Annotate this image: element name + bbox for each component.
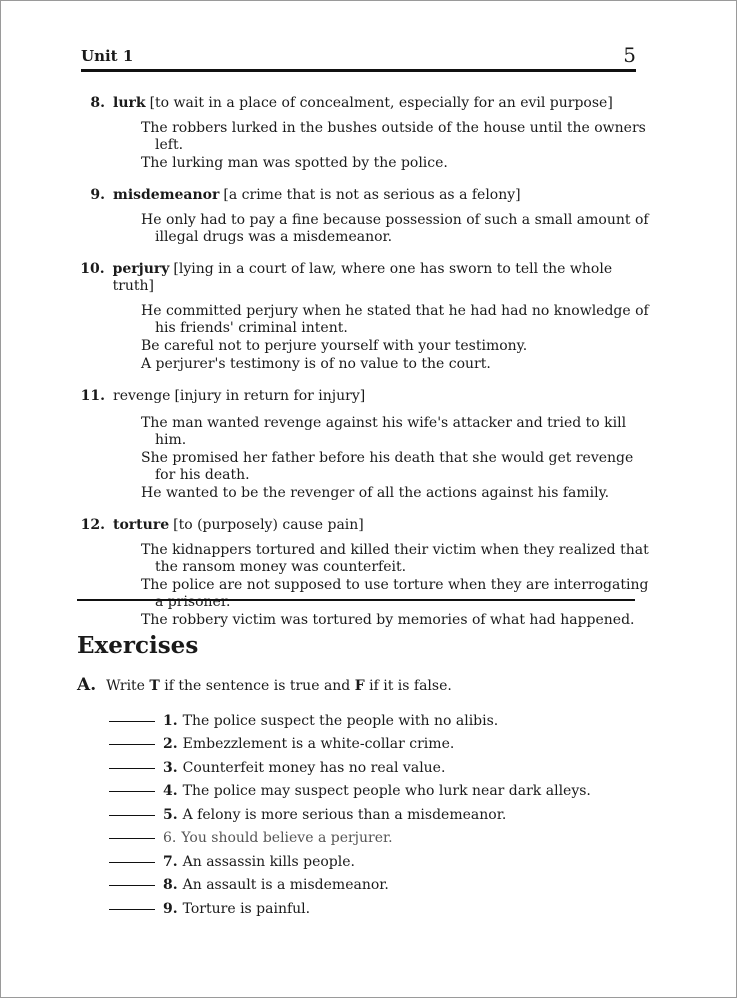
- exercise-instruction: [77, 675, 452, 695]
- question-number: 3.: [163, 759, 178, 776]
- question-text: Torture is painful.: [182, 900, 311, 917]
- entry-number: 8.: [90, 95, 105, 111]
- question-number: 4.: [163, 783, 178, 800]
- question-number: 7.: [163, 853, 178, 870]
- question-text: An assassin kills people.: [182, 853, 355, 870]
- question-item: [109, 780, 591, 804]
- instruction-text: if the sentence is true and: [159, 678, 355, 694]
- entry-word: misdemeanor: [113, 187, 220, 203]
- page-header: [81, 45, 636, 72]
- answer-blank[interactable]: [109, 861, 155, 863]
- question-number: 5.: [163, 806, 178, 823]
- example-sentence: Be careful not to perjure yourself with your testimony.: [141, 338, 528, 354]
- question-item: [109, 756, 591, 780]
- entry-word: revenge: [113, 388, 171, 404]
- vocab-entry: [79, 187, 649, 246]
- example-sentence: A perjurer's testimony is of no value to the court.: [141, 356, 491, 372]
- answer-blank[interactable]: [109, 837, 155, 839]
- question-text: An assault is a misdemeanor.: [182, 877, 389, 894]
- entry-definition: [to wait in a place of concealment, especially for an evil purpose]: [149, 95, 613, 111]
- answer-blank[interactable]: [109, 814, 155, 816]
- answer-blank[interactable]: [109, 790, 155, 792]
- vocab-entry: [79, 388, 649, 502]
- entry-definition: [to (purposely) cause pain]: [173, 517, 364, 533]
- question-item: [109, 733, 591, 757]
- section-divider: [77, 599, 635, 601]
- vocabulary-list: [79, 95, 649, 644]
- question-item: [109, 709, 591, 733]
- question-list: [109, 709, 591, 921]
- question-text: A felony is more serious than a misdemeanor.: [182, 806, 507, 823]
- entry-word: torture: [113, 517, 170, 533]
- instruction-text: Write: [106, 678, 150, 694]
- entry-number: 12.: [80, 517, 105, 533]
- example-sentence: She promised her father before his death that she would get revenge for his death.: [141, 450, 634, 483]
- entry-number: 9.: [90, 187, 105, 203]
- question-number: 6.: [163, 830, 177, 847]
- example-sentence: He wanted to be the revenger of all the actions against his family.: [141, 485, 610, 501]
- question-text: The police suspect the people with no alibis.: [182, 712, 499, 729]
- entry-definition: [lying in a court of law, where one has sworn to tell the whole truth]: [112, 261, 613, 294]
- example-sentence: The kidnappers tortured and killed their victim when they realized that the ransom money was counterfeit.: [141, 542, 649, 575]
- question-item: [109, 874, 591, 898]
- entry-definition: [injury in return for injury]: [174, 388, 366, 404]
- question-text: You should believe a perjurer.: [181, 830, 393, 847]
- question-text: Counterfeit money has no real value.: [182, 759, 446, 776]
- instruction-t: T: [149, 678, 160, 694]
- example-sentence: The man wanted revenge against his wife's attacker and tried to kill him.: [141, 415, 627, 448]
- example-sentence: He committed perjury when he stated that he had had no knowledge of his friends' criminal intent.: [141, 303, 649, 336]
- question-text: Embezzlement is a white-collar crime.: [182, 736, 455, 753]
- answer-blank[interactable]: [109, 767, 155, 769]
- example-sentence: The lurking man was spotted by the police.: [141, 155, 448, 171]
- entry-word: perjury: [112, 261, 170, 277]
- question-item: [109, 850, 591, 874]
- answer-blank[interactable]: [109, 884, 155, 886]
- answer-blank[interactable]: [109, 908, 155, 910]
- answer-blank[interactable]: [109, 743, 155, 745]
- entry-number: 10.: [80, 261, 105, 277]
- vocab-entry: [79, 95, 649, 172]
- question-item: [109, 827, 591, 851]
- question-number: 2.: [163, 736, 178, 753]
- example-sentence: The robbery victim was tortured by memories of what had happened.: [141, 612, 635, 628]
- vocab-entry: [79, 517, 649, 629]
- example-sentence: He only had to pay a fine because possession of such a small amount of illegal drugs was a misdemeanor.: [141, 212, 649, 245]
- example-sentence: The police are not supposed to use torture when they are interrogating a prisoner.: [141, 577, 649, 610]
- question-item: [109, 803, 591, 827]
- entry-definition: [a crime that is not as serious as a felony]: [223, 187, 521, 203]
- question-text: The police may suspect people who lurk near dark alleys.: [182, 783, 591, 800]
- section-letter: A.: [77, 675, 97, 695]
- example-sentence: The robbers lurked in the bushes outside of the house until the owners left.: [141, 120, 646, 153]
- question-number: 8.: [163, 877, 178, 894]
- question-number: 9.: [163, 900, 178, 917]
- instruction-f: F: [354, 678, 365, 694]
- entry-word: lurk: [113, 95, 146, 111]
- entry-number: 11.: [80, 388, 105, 404]
- vocab-entry: [79, 261, 649, 373]
- instruction-text: if it is false.: [364, 678, 452, 694]
- answer-blank[interactable]: [109, 720, 155, 722]
- question-number: 1.: [163, 712, 178, 729]
- page-number: 5: [623, 43, 636, 67]
- exercises-title: Exercises: [77, 632, 199, 659]
- unit-label: Unit 1: [81, 47, 134, 65]
- question-item: [109, 897, 591, 921]
